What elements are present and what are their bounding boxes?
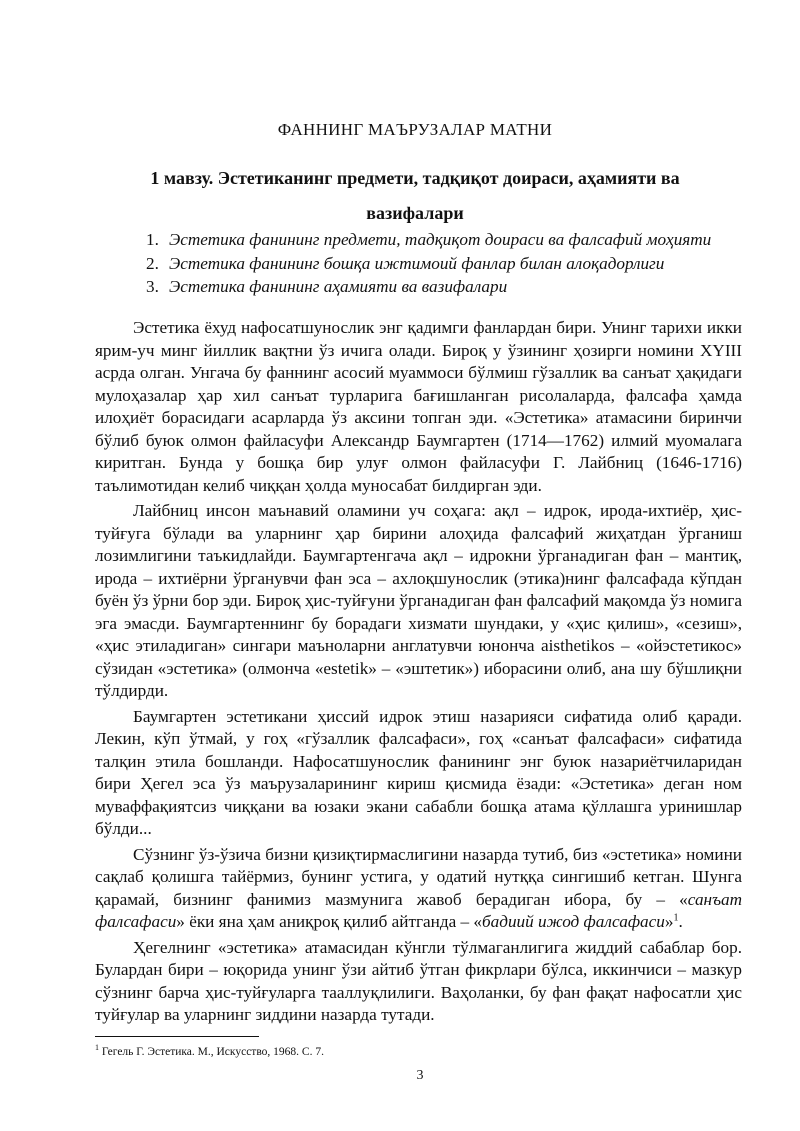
paragraph-text: » [664,912,674,931]
outline-item-number: 2. [146,253,159,273]
document-body [95,317,742,1027]
outline-item [146,253,742,275]
body-paragraph-1: Эстетика ёхуд нафосатшунослик энг қадимги фанлардан бири. Унинг тарихи икки ярим-уч минг йиллик вақтни ўз ичига олади. Бироқ у ўзининг ҳозирги номини XYIII асрда олган. Унгача бу фаннинг асосий муаммоси бўлмиш гўзаллик ва санъат ҳақидаги мулоҳазалар ҳар хил санъат турларига бағишланган рисолаларда, фалсафа ҳамда илоҳиёт борасидаги асарларда ўз аксини топган эди. «Эстетика» атамасини биринчи бўлиб буюк олмон файласуфи Александр Баумгартен (1714—1762) илмий муомалага киритган. Бунда у бошқа бир улуғ олмон файласуфи Г. Лайбниц (1646-1716) таълимотидан келиб чиққан ҳолда муносабат билдирган эди. [95,318,742,495]
emphasized-term: бадиий ижод фалсафаси [482,912,665,931]
outline-item [146,276,742,298]
footnote-separator [95,1036,259,1037]
footnote-text: Гегель Г. Эстетика. М., Искусство, 1968. С. 7. [99,1045,324,1058]
emphasized-term: санъат фалсафаси [95,889,742,931]
paragraph-text: Сўзнинг ўз-ўзича бизни қизиқтирмаслигини назарда тутиб, биз «эстетика» номини сақлаб қолишга тайёрмиз, бунинг устига, у одатий нутққа сингишиб кетган. Шунга қарамай, бизнинг фанимиз мазмунига жавоб берадиган ибора, бу – « [95,844,742,909]
body-paragraph-2: Лайбниц инсон маънавий оламини уч соҳага: ақл – идрок, ирода-ихтиёр, ҳис-туйғуга бўлади ва уларнинг ҳар бирини алоҳида фалсафий жиҳатдан ўрганиш лозимлигини таъкидлайди. Баумгартенгача ақл – идрокни ўрганадиган фан – мантиқ, ирода – ихтиёрни ўрганувчи фан эса – ахлоқшунослик (этика)нинг фалсафада кўпдан буён ўз ўрни бор эди. Бироқ ҳис-туйғуни ўрганадиган фан фалсафий мақомда ўз номига эга эмасди. Баумгартеннинг бу борадаги хизмати шундаки, у «ҳис қилиш», «сезиш», «ҳис этиладиган» сингари маъноларни англатувчи юнонча aisthetikos – «ойэстетикос» сўзидан «эстетика» (олмонча «estetik» – «эштетик») иборасини олиб, ана шу бўшлиқни тўлдирди. [95,501,742,700]
outline-item [146,229,742,251]
body-paragraph-3: Баумгартен эстетикани ҳиссий идрок этиш назарияси сифатида олиб қаради. Лекин, кўп ўтмай, у гоҳ «гўзаллик фалсафаси», гоҳ «санъат фалсафаси» сифатида талқин этила бошланди. Нафосатшунослик фанининг энг буюк назариётчиларидан бири Ҳегел эса ўз маърузаларининг кириш қисмида ёзади: «Эстетика» деган ном муваффақиятсиз чиққани ва юзаки экани сабабли бошқа атама қўллашга уринишлар бўлди... [95,706,742,838]
outline-item-text: Эстетика фанининг предмети, тадқиқот доираси ва фалсафий моҳияти [169,230,712,249]
footnote-mark: 1 [95,1043,99,1052]
outline-item-text: Эстетика фанининг бошқа ижтимоий фанлар билан алоқадорлиги [169,253,665,273]
outline-item-number: 1. [146,230,159,249]
page-number: 3 [416,1068,424,1083]
outline-item-text: Эстетика фанининг аҳамияти ва вазифалари [169,277,508,296]
body-paragraph-4 [95,844,742,934]
topic-outline-list [146,229,742,300]
topic-title [90,161,740,231]
paragraph-text: . [678,912,683,931]
topic-title-line-1: 1 мавзу. Эстетиканинг предмети, тадқиқот доираси, аҳамияти ва [150,168,680,188]
topic-title-line-2: вазифалари [366,203,464,223]
paragraph-text: » ёки яна ҳам аниқроқ қилиб айтганда – « [176,912,483,931]
body-paragraph-5: Ҳегелнинг «эстетика» атамасидан кўнгли тўлмаганлигига жиддий сабаблар бор. Булардан бири – юқорида унинг ўзи айтиб ўтган фикрлари бўлса, иккинчиси – мазкур сўзнинг барча ҳис-туйғуларга тааллуқлилиги. Ваҳоланки, бу фан фақат нафосатли ҳис туйғулар ва уларнинг зиддини назарда тутади. [95,937,742,1024]
outline-item-number: 3. [146,277,159,296]
document-header-title: ФАННИНГ МАЪРУЗАЛАР МАТНИ [277,120,553,139]
footnote-reference[interactable]: 1 [673,912,679,924]
footnote [95,1041,742,1059]
